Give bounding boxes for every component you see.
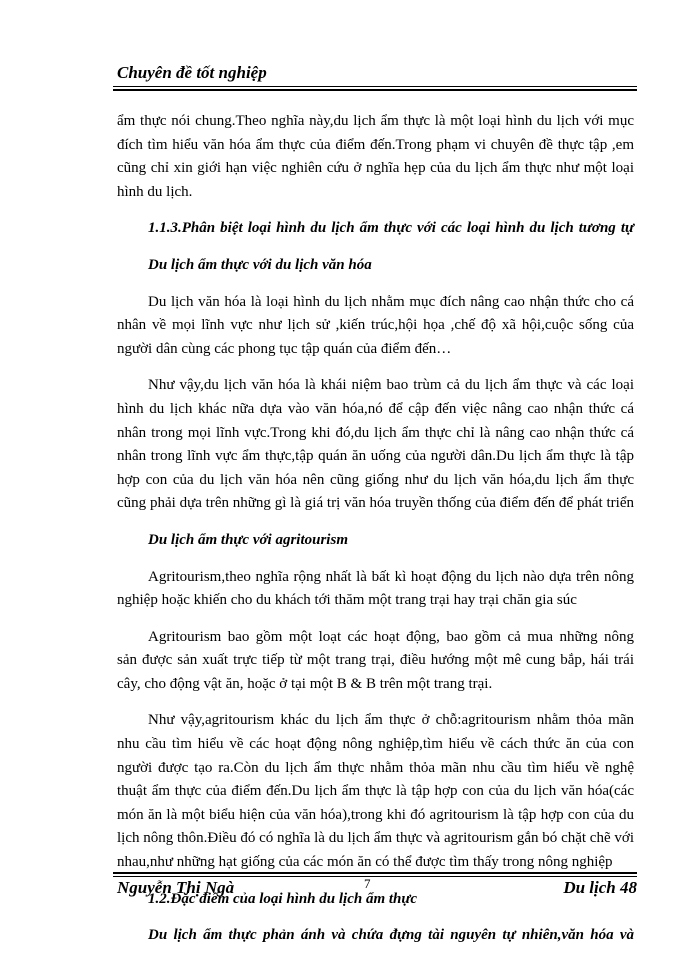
text-line: cây, cho động vật ăn, hoặc ở tại một B & B trên một trang trại. [117, 675, 493, 692]
text-line: thuật ẩm thực của điểm đến.Du lịch ẩm thực là tập hợp con của du lịch văn hóa(các [117, 783, 634, 800]
text-line: Như vậy,du lịch văn hóa là khái niệm bao trùm cả du lịch ẩm thực và các loại [148, 377, 634, 394]
footer-rule [113, 876, 637, 877]
text-line: ẩm thực nói chung.Theo nghĩa này,du lịch ẩm thực là một loại hình du lịch với mục [117, 113, 634, 129]
text-line: nhân về mọi lĩnh vực như lịch sử ,kiến trúc,hội họa ,chế độ xã hội,cuộc sống của [117, 317, 634, 334]
footer-author: Nguyễn Thị Ngà [117, 878, 235, 897]
subsection-heading: Du lịch ẩm thực với du lịch văn hóa [148, 256, 372, 273]
text-line: hợp con của du lịch văn hóa nên cũng giống như du lịch văn hóa,du lịch ẩm thực [117, 471, 634, 488]
text-line: cũng chỉ xin giới hạn việc nghiên cứu ở nghĩa hẹp của du lịch ẩm thực như một loại [117, 160, 634, 177]
text-line: Agritourism bao gồm một loạt các hoạt động, bao gồm cả mua những nông [148, 628, 634, 645]
text-line: người được tạo ra.Còn du lịch ẩm thực nhằm thỏa mãn nhu cầu tìm hiểu về nghệ [117, 759, 634, 776]
footer-class-label: Du lịch 48 [563, 878, 637, 897]
text-line: hình du lịch khác nữa dựa vào văn hóa,nó để cập đến việc nâng cao nhận thức cá [117, 400, 634, 417]
text-line: sản được sản xuất trực tiếp từ một trang trại, điều hướng một mê cung bắp, hái trái [117, 652, 634, 669]
subsection-heading: Du lịch ẩm thực phản ánh và chứa đựng tài nguyên tự nhiên,văn hóa và [148, 927, 634, 944]
text-line: món ăn là một biểu hiện của văn hóa),trong khi đó agritourism là tập hợp con của du [117, 806, 634, 823]
footer-rule-thick [113, 872, 637, 874]
section-heading: 1.2.Đặc điểm của loại hình du lịch ẩm thực [148, 890, 418, 907]
page-header-title: Chuyên đề tốt nghiệp [117, 63, 267, 82]
text-line: nhu cầu tìm hiểu về các hoạt động nông nghiệp,tìm hiểu về cách thức ăn của con [117, 736, 634, 753]
text-line: người dân cùng các phong tục tập quán của điểm đến… [117, 340, 452, 357]
text-line: hình du lịch. [117, 183, 193, 200]
text-line: nhân trong lĩnh vực ẩm thực,tập quán ăn uống của người dân.Du lịch ẩm thực là tập [117, 448, 634, 465]
text-line: cũng phải dựa trên những gì là giá trị văn hóa truyền thống của điểm đến để phát triển [117, 495, 634, 512]
section-heading: 1.1.3.Phân biệt loại hình du lịch ẩm thực với các loại hình du lịch tương tự [148, 220, 634, 237]
text-line: Agritourism,theo nghĩa rộng nhất là bất kì hoạt động du lịch nào dựa trên nông [148, 568, 634, 585]
text-line: đích tìm hiểu văn hóa ẩm thực của điểm đến.Trong phạm vi chuyên đề thực tập ,em [117, 136, 634, 153]
text-line: nhau,như những hạt giống của các món ăn có thể được tìm thấy trong nông nghiệp [117, 854, 613, 871]
page-number: 7 [364, 876, 371, 891]
text-line: nghiệp hoặc khiến cho du khách tới thăm một trang trại hay trại chăn gia súc [117, 592, 577, 609]
subsection-heading: Du lịch ẩm thực với agritourism [148, 531, 348, 548]
text-line: Du lịch văn hóa là loại hình du lịch nhằm mục đích nâng cao nhận thức cho cá [148, 293, 634, 310]
text-line: lịch nông thôn.Điều đó có nghĩa là du lịch ẩm thực và agritourism gắn bó chặt chẽ với [117, 830, 634, 847]
text-line: nhân trong mọi lĩnh vực.Trong khi đó,du lịch ẩm thực chỉ là nâng cao nhận thức cá [117, 424, 634, 441]
header-rule [113, 86, 637, 87]
header-rule-thick [113, 89, 637, 91]
text-line: Như vậy,agritourism khác du lịch ẩm thực ở chỗ:agritourism nhằm thỏa mãn [148, 712, 634, 729]
document-body [117, 110, 634, 948]
